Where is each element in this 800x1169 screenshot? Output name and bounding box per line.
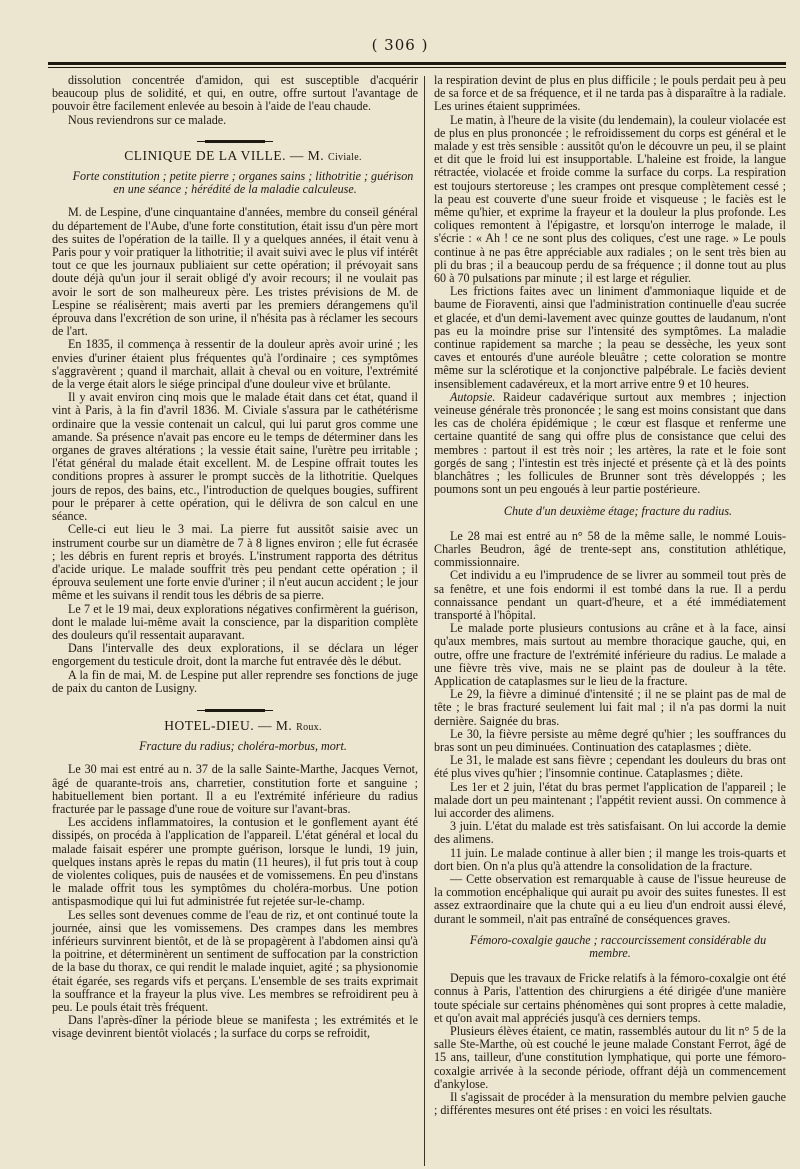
- section-subtitle-femoro: Fémoro-coxalgie gauche ; raccourcissement considérable du membre.: [469, 932, 767, 960]
- paragraph: Le matin, à l'heure de la visite (du lendemain), la couleur violacée est de plus en plus prononcée ; le refroidissement du corps est général et le malade y est très sensible : aussitôt qu'on le découvre un peu, il se plaint et dit que le froid lui est insupportable. L'haleine est froide, la langue rétractée, violacée et froide comme la surface du corps. La respiration est toujours stertoreuse ; les crampes ont presque complètement cessé ; la peau est couverte d'une sueur froide et visqueuse ; le faciès est le même qu'hier, et exprime la frayeur et la douleur la plus profonde. Les coliques remontent à l'épigastre, et lorsqu'on interroge le malade, il s'écrie : « Ah ! ce ne sont plus des coliques, c'est une rage. » Le pouls continue à ne pas être appréciable aux radiales ; on le sent très bien au pli du bras ; il a beaucoup perdu de sa fréquence ; il donne tout au plus 60 à 70 pulsations par minute ; il est large et régulier.: [434, 112, 786, 286]
- section-heading-hotel-dieu: HOTEL-DIEU. — M. Roux.: [164, 717, 322, 733]
- paragraph: Le 28 mai est entré au n° 58 de la même salle, le nommé Louis-Charles Beudron, âgé de trente-sept ans, constitution athlétique, commissionnaire.: [434, 528, 786, 570]
- header-rule-thin: [48, 67, 786, 68]
- spacer: [434, 518, 786, 530]
- left-column: [52, 74, 418, 1041]
- header-rule-thick: [48, 62, 786, 65]
- paragraph: Il y avait environ cinq mois que le malade était dans cet état, quand il vint à Paris, à la fin d'avril 1836. M. Civiale s'assura par le cathétérisme ordinaire que la vessie contenait un calcul, qui lui parut gros comme une amande. Sa présence n'avait pas encore eu le temps de déterminer dans les organes de graves altérations ; la vessie était saine, l'urètre peu irritable ; l'état général du malade était excellent. M. de Lespine offrait toutes les conditions propres à assurer le prompt succès de la lithotritie. Quelques jours de repos, des bains, etc., l'introduction de quelques bougies, suffirent pour le préparer à cette opération, qui le délivra de son calcul en une séance.: [52, 390, 418, 524]
- paragraph: Dans l'après-dîner la période bleue se manifesta ; les extrémités et le visage devinrent bientôt violacés ; la surface du corps se refroidit,: [52, 1013, 418, 1041]
- section-author: Roux.: [296, 721, 322, 733]
- paragraph: 3 juin. L'état du malade est très satisfaisant. On lui accorde la demie des alimens.: [434, 819, 786, 847]
- paragraph: Plusieurs élèves étaient, ce matin, rassemblés autour du lit n° 5 de la salle Ste-Marthe, où est couché le jeune malade Constant Ferrot, âgé de 15 ans, tailleur, d'une constitution lymphatique, qui porte une fémoro-coxalgie arrivée à la seconde période, offrant déjà un commencement d'ankylose.: [434, 1024, 786, 1091]
- paragraph: Les accidens inflammatoires, la contusion et le gonflement ayant été dissipés, on procéda à l'application de l'appareil. L'état général et local du malade faisait espérer une prompte guérison, lorsque le lundi, 19 juin, quelques instans après le repas du matin (11 heures), il fut pris tout à coup de violentes coliques, puis de nausées et de vomissemens. En peu d'instans le malade offrit tous les symptômes du choléra-morbus. Une potion antispasmodique qui lui fut administrée fut rejetée sur-le-champ.: [52, 815, 418, 909]
- paragraph: Le 31, le malade est sans fièvre ; cependant les douleurs du bras ont été plus vives qu'hier ; l'insomnie continue. Cataplasmes ; diète.: [434, 753, 786, 781]
- autopsy-label: Autopsie.: [450, 389, 496, 404]
- separator: [52, 753, 418, 763]
- ornament-divider: [52, 127, 418, 149]
- paragraph: Dans l'intervalle des deux explorations, il se déclara un léger engorgement du testicule droit, dont la marche fut entravée dès le début.: [52, 641, 418, 669]
- paragraph: Le 7 et le 19 mai, deux explorations négatives confirmèrent la guérison, dont le malade lui-même avait la conscience, par la disparition complète des douleurs qu'il ressentait auparavant.: [52, 601, 418, 642]
- paragraph: — Cette observation est remarquable à cause de l'issue heureuse de la commotion encéphalique qui aurait pu avoir des suites funestes. Il est assez extraordinaire que la chute qui a eu lieu d'un endroit aussi élevé, durant le sommeil, n'ait pas entraîné de conséquences graves.: [434, 871, 786, 926]
- paragraph: Les 1er et 2 juin, l'état du bras permet l'application de l'appareil ; le malade dort un peu maintenant ; l'appétit revient aussi. On commence à lui accorder des alimens.: [434, 779, 786, 820]
- paragraph: Le 29, la fièvre a diminué d'intensité ; il ne se plaint pas de mal de tête ; le bras fracturé seulement lui fait mal ; il n'a pas dormi la nuit dernière. Saignée du bras.: [434, 687, 786, 728]
- paragraph: 11 juin. Le malade continue à aller bien ; il mange les trois-quarts et dort bien. On n'a plus qu'à attendre la consolidation de la fracture.: [434, 845, 786, 873]
- spacer: [434, 926, 786, 934]
- section-subtitle-hotel-dieu: Fracture du radius; choléra-morbus, mort.: [139, 739, 347, 754]
- paragraph: Celle-ci eut lieu le 3 mai. La pierre fut aussitôt saisie avec un instrument courbe sur un diamètre de 7 à 8 lignes environ ; elle fut écrasée ; les débris en furent repris et broyés. L'instrument rapporta des détritus d'acide urique. Le malade souffrit très peu pendant cette opération ; il éprouva seulement une forte envie d'uriner ; il n'eut aucun accident ; le jour même et les suivans il rendit tous les débris de sa pierre.: [52, 522, 418, 603]
- paragraph: Les selles sont devenues comme de l'eau de riz, et ont continué toute la journée, ainsi que les vomissemens. Des crampes dans les membres inférieurs survinrent bientôt, et de là se propagèrent à l'abdomen ainsi qu'à la poitrine, et déterminèrent un sentiment de suffocation par la constriction de la base du thorax, ce qui rendit le malade inquiet, agité ; sa physionomie était égarée, ses regards vifs et perçans. L'ensemble de ses traits exprimait la souffrance et la frayeur la plus vive. Les membres se refroidirent peu à peu. Le pouls était très fréquent.: [52, 907, 418, 1014]
- paragraph: la respiration devint de plus en plus difficile ; le pouls perdait peu à peu de sa force et de sa fréquence, et il ne tarda pas à disparaître à la radiale. Les urines étaient supprimées.: [434, 73, 786, 114]
- paragraph: En 1835, il commença à ressentir de la douleur après avoir uriné ; les envies d'uriner étaient plus fréquentes qu'à l'ordinaire ; ces symptômes s'aggravèrent ; quand il marchait, allait à cheval ou en voiture, l'extrémité de la verge était alors le siége principal d'une douleur vive et brûlante.: [52, 337, 418, 392]
- paragraph: A la fin de mai, M. de Lespine put aller reprendre ses fonctions de juge de paix du canton de Lusigny.: [52, 667, 418, 695]
- spacer: [52, 164, 418, 170]
- spacer: [434, 497, 786, 505]
- autopsy-paragraph: Autopsie. Raideur cadavérique surtout aux membres ; injection veineuse générale très prononcée ; le sang est moins consistant que dans les cas de choléra épidémique ; le cœur est flasque et renferme une certaine quantité de sang qui offre plus de consistance que celui des membres : partout il est très noir ; les artères, la rate et le foie sont gorgés de sang ; l'intestin est très injecté et présente çà et là des points blanchâtres ; les follicules de Brunner sont très développés ; les poumons sont un peu engoués à leur partie postérieure.: [434, 389, 786, 497]
- section-author: Civiale.: [327, 151, 362, 163]
- paragraph: Le 30, la fièvre persiste au même degré qu'hier ; les souffrances du bras sont un peu diminuées. Continuation des cataplasmes ; diète.: [434, 726, 786, 754]
- ornament-divider: [52, 695, 418, 719]
- spacer: [434, 960, 786, 972]
- section-heading-clinique: CLINIQUE DE LA VILLE. — M. Civiale.: [124, 147, 362, 163]
- right-column: [434, 74, 786, 1117]
- paragraph: Le 30 mai est entré au n. 37 de la salle Sainte-Marthe, Jacques Vernot, âgé de quarante-trois ans, charretier, constitution forte et sanguine ; habituellement bien portant. Il a eu l'extrémité inférieure du radius fracturée par le passage d'une roue de voiture sur l'avant-bras.: [52, 762, 418, 816]
- intro-note: Nous reviendrons sur ce malade.: [68, 112, 227, 127]
- paragraph: Les frictions faites avec un liniment d'ammoniaque liquide et de baume de Fioraventi, ainsi que l'administration continuelle d'eau sucrée et glacée, et d'un demi-lavement avec quinze gouttes de laudanum, n'ont pas eu la moindre prise sur l'intensité des symptômes. La maladie continue rapidement sa marche ; la peau se dessèche, les yeux sont caves et entourés d'une auréole bleuâtre ; cette coloration se montre même sur la sclérotique et la conjonctive palpébrale. Le faciès devient insensiblement cadavéreux, et la mort arrive entre 9 et 10 heures.: [434, 284, 786, 391]
- spacer: [52, 734, 418, 740]
- paragraph: Depuis que les travaux de Fricke relatifs à la fémoro-coxalgie ont été connus à Paris, l'attention des chirurgiens a été dirigée d'une manière toute spéciale sur certains phénomènes qui sont propres à cette maladie, et qu'on avait mal appréciés jusqu'à ces derniers temps.: [434, 971, 786, 1025]
- separator: [52, 196, 418, 206]
- paragraph: Il s'agissait de procéder à la mensuration du membre pelvien gauche ; différentes mesures ont été prises : en voici les résultats.: [434, 1090, 786, 1118]
- column-divider: [424, 76, 425, 1166]
- page-number: ( 306 ): [371, 36, 429, 54]
- section-subtitle-clinique: Forte constitution ; petite pierre ; organes sains ; lithotritie ; guérison en une séance ; hérédité de la maladie calculeuse.: [72, 169, 414, 197]
- section-subtitle-chute: Chute d'un deuxième étage; fracture du radius.: [503, 503, 733, 518]
- paragraph: Cet individu a eu l'imprudence de se livrer au sommeil tout près de sa fenêtre, et une fois endormi il est tombé dans la rue. Il a perdu connaissance pendant un quart-d'heure, et a été immédiatement transporté à l'hôpital.: [434, 568, 786, 622]
- paragraph: Le malade porte plusieurs contusions au crâne et à la face, ainsi qu'aux membres, mais surtout au membre thoracique gauche, qui, en outre, offre une fracture de l'extrémité inférieure du radius. Le malade a une fièvre très vive, mais ne se plaint pas de douleur à la tête. Application de cataplasmes sur le lieu de la fracture.: [434, 621, 786, 688]
- paragraph: M. de Lespine, d'une cinquantaine d'années, membre du conseil général du département de l'Aube, d'une forte constitution, était issu d'un père mort des suites de l'opération de la taille. Il y a quelques années, il était venu à Paris pour y voir pratiquer la lithotritie; il avait suivi avec le plus vif intérêt tout ce que les journaux publiaient sur cette opération; il prévoyait sans doute déjà qu'un jour il serait obligé d'y avoir recours; il ne voulait pas avoir le sort de son malheureux père. Les tristes prévisions de M. de Lespine se réalisèrent; mais averti par les premiers dérangemens qu'il éprouva dans l'excrétion de son urine, il n'hésita pas à réclamer les secours de l'art.: [52, 205, 418, 339]
- intro-paragraph: dissolution concentrée d'amidon, qui est susceptible d'acquérir beaucoup plus de solidité, et qui, en outre, offre surtout l'avantage de pouvoir être facilement enlevée au besoin à l'aide de l'eau chaude.: [52, 73, 418, 114]
